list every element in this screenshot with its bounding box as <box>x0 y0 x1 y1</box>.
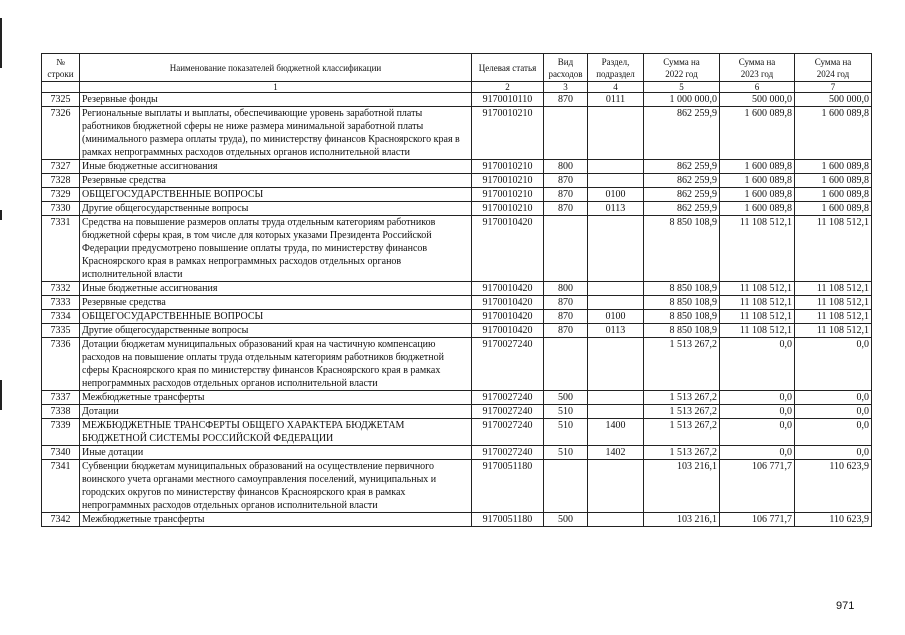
row-section <box>588 160 644 174</box>
row-number: 7340 <box>42 446 80 460</box>
row-section: 0111 <box>588 93 644 107</box>
row-target-article: 9170010210 <box>472 174 544 188</box>
row-number: 7341 <box>42 460 80 513</box>
row-sum-2022: 1 513 267,2 <box>644 338 720 391</box>
row-expense-kind: 870 <box>544 324 588 338</box>
row-section <box>588 513 644 527</box>
row-sum-2024: 11 108 512,1 <box>795 216 872 282</box>
header-target-article: Целевая статья <box>472 54 544 82</box>
header-name: Наименование показателей бюджетной классификации <box>80 54 472 82</box>
row-name: Региональные выплаты и выплаты, обеспечивающие уровень заработной платы работников бюджетной сферы не ниже размера минимальной заработной платы (минимального размера оплаты труда), по министерству финансов Красноярского края в рамках непрограммных расходов отдельных органов исполнительной власти <box>80 107 472 160</box>
row-sum-2024: 0,0 <box>795 405 872 419</box>
row-name: Резервные средства <box>80 296 472 310</box>
row-sum-2022: 8 850 108,9 <box>644 282 720 296</box>
row-sum-2023: 106 771,7 <box>720 513 795 527</box>
row-sum-2023: 1 600 089,8 <box>720 188 795 202</box>
table-row <box>42 310 872 324</box>
table-row <box>42 188 872 202</box>
row-number: 7335 <box>42 324 80 338</box>
table-row <box>42 202 872 216</box>
row-target-article: 9170027240 <box>472 419 544 446</box>
row-sum-2022: 8 850 108,9 <box>644 310 720 324</box>
row-expense-kind: 800 <box>544 282 588 296</box>
row-name: ОБЩЕГОСУДАРСТВЕННЫЕ ВОПРОСЫ <box>80 310 472 324</box>
row-sum-2022: 1 513 267,2 <box>644 391 720 405</box>
row-target-article: 9170027240 <box>472 391 544 405</box>
table-row <box>42 216 872 282</box>
row-sum-2022: 8 850 108,9 <box>644 324 720 338</box>
row-number: 7333 <box>42 296 80 310</box>
row-target-article: 9170027240 <box>472 338 544 391</box>
row-sum-2023: 0,0 <box>720 391 795 405</box>
row-sum-2023: 11 108 512,1 <box>720 282 795 296</box>
row-sum-2022: 862 259,9 <box>644 202 720 216</box>
row-name: ОБЩЕГОСУДАРСТВЕННЫЕ ВОПРОСЫ <box>80 188 472 202</box>
row-target-article: 9170010420 <box>472 324 544 338</box>
scan-edge-mark <box>0 380 2 410</box>
row-sum-2022: 103 216,1 <box>644 513 720 527</box>
row-sum-2022: 1 513 267,2 <box>644 405 720 419</box>
row-sum-2023: 1 600 089,8 <box>720 107 795 160</box>
row-target-article: 9170010210 <box>472 107 544 160</box>
row-sum-2023: 11 108 512,1 <box>720 296 795 310</box>
row-sum-2024: 11 108 512,1 <box>795 282 872 296</box>
row-sum-2024: 11 108 512,1 <box>795 296 872 310</box>
row-expense-kind: 500 <box>544 391 588 405</box>
row-target-article: 9170051180 <box>472 460 544 513</box>
row-sum-2022: 1 000 000,0 <box>644 93 720 107</box>
column-number: 1 <box>80 82 472 93</box>
table-body <box>42 93 872 527</box>
row-sum-2024: 0,0 <box>795 338 872 391</box>
row-name: Другие общегосударственные вопросы <box>80 324 472 338</box>
row-sum-2024: 1 600 089,8 <box>795 202 872 216</box>
row-sum-2024: 1 600 089,8 <box>795 174 872 188</box>
row-expense-kind: 870 <box>544 296 588 310</box>
column-number-row <box>42 82 872 93</box>
header-row-number: № строки <box>42 54 80 82</box>
row-sum-2024: 1 600 089,8 <box>795 107 872 160</box>
table-row <box>42 338 872 391</box>
scan-edge-mark <box>0 210 2 220</box>
row-target-article: 9170010420 <box>472 282 544 296</box>
row-sum-2022: 862 259,9 <box>644 174 720 188</box>
header-sum-2023: Сумма на 2023 год <box>720 54 795 82</box>
row-section <box>588 296 644 310</box>
row-expense-kind: 510 <box>544 446 588 460</box>
row-target-article: 9170010420 <box>472 216 544 282</box>
table-row <box>42 513 872 527</box>
row-sum-2022: 862 259,9 <box>644 160 720 174</box>
row-sum-2024: 1 600 089,8 <box>795 188 872 202</box>
header-sum-2022: Сумма на 2022 год <box>644 54 720 82</box>
row-number: 7329 <box>42 188 80 202</box>
header-expense-kind: Вид расходов <box>544 54 588 82</box>
row-sum-2022: 1 513 267,2 <box>644 446 720 460</box>
row-target-article: 9170051180 <box>472 513 544 527</box>
row-sum-2023: 0,0 <box>720 446 795 460</box>
row-section <box>588 338 644 391</box>
row-name: Средства на повышение размеров оплаты труда отдельным категориям работников бюджетной сферы края, в том числе для которых указами Президента Российской Федерации предусмотрено повышение оплаты труда, по министерству финансов Красноярского края в рамках непрограммных расходов отдельных органов исполнительной власти <box>80 216 472 282</box>
row-sum-2023: 1 600 089,8 <box>720 160 795 174</box>
row-expense-kind: 870 <box>544 93 588 107</box>
column-number: 7 <box>795 82 872 93</box>
column-number: 5 <box>644 82 720 93</box>
column-number: 4 <box>588 82 644 93</box>
row-sum-2023: 11 108 512,1 <box>720 216 795 282</box>
row-name: Иные дотации <box>80 446 472 460</box>
column-number: 2 <box>472 82 544 93</box>
row-target-article: 9170010110 <box>472 93 544 107</box>
table-row <box>42 419 872 446</box>
row-number: 7338 <box>42 405 80 419</box>
row-expense-kind: 510 <box>544 405 588 419</box>
row-number: 7326 <box>42 107 80 160</box>
table-row <box>42 160 872 174</box>
row-section <box>588 405 644 419</box>
row-target-article: 9170010420 <box>472 310 544 324</box>
row-number: 7339 <box>42 419 80 446</box>
row-name: Другие общегосударственные вопросы <box>80 202 472 216</box>
row-name: Резервные средства <box>80 174 472 188</box>
header-sum-2024: Сумма на 2024 год <box>795 54 872 82</box>
row-section: 0113 <box>588 324 644 338</box>
column-number: 6 <box>720 82 795 93</box>
row-name: Дотации <box>80 405 472 419</box>
row-number: 7336 <box>42 338 80 391</box>
row-number: 7337 <box>42 391 80 405</box>
row-sum-2022: 8 850 108,9 <box>644 296 720 310</box>
row-name: Дотации бюджетам муниципальных образований края на частичную компенсацию расходов на повышение оплаты труда отдельным категориям работников бюджетной сферы Красноярского края по министерству финансов Красноярского края в рамках непрограммных расходов отдельных органов исполнительной власти <box>80 338 472 391</box>
row-sum-2023: 106 771,7 <box>720 460 795 513</box>
row-sum-2024: 0,0 <box>795 446 872 460</box>
row-sum-2022: 862 259,9 <box>644 107 720 160</box>
row-number: 7325 <box>42 93 80 107</box>
row-section <box>588 174 644 188</box>
row-expense-kind <box>544 460 588 513</box>
row-name: Иные бюджетные ассигнования <box>80 282 472 296</box>
row-section <box>588 391 644 405</box>
row-sum-2023: 0,0 <box>720 419 795 446</box>
row-name: Межбюджетные трансферты <box>80 513 472 527</box>
row-sum-2024: 1 600 089,8 <box>795 160 872 174</box>
row-sum-2022: 103 216,1 <box>644 460 720 513</box>
budget-table <box>41 53 872 527</box>
row-target-article: 9170027240 <box>472 446 544 460</box>
table-row <box>42 93 872 107</box>
row-sum-2022: 8 850 108,9 <box>644 216 720 282</box>
row-section <box>588 216 644 282</box>
row-expense-kind: 500 <box>544 513 588 527</box>
row-target-article: 9170010210 <box>472 188 544 202</box>
row-sum-2024: 0,0 <box>795 419 872 446</box>
row-name: Субвенции бюджетам муниципальных образований на осуществление первичного воинского учета органами местного самоуправления поселений, муниципальных и городских округов по министерству финансов Красноярского края в рамках непрограммных расходов отдельных органов исполнительной власти <box>80 460 472 513</box>
scan-edge-mark <box>0 18 2 68</box>
column-number: 3 <box>544 82 588 93</box>
row-sum-2024: 11 108 512,1 <box>795 310 872 324</box>
table-row <box>42 446 872 460</box>
row-target-article: 9170010210 <box>472 202 544 216</box>
row-section: 1400 <box>588 419 644 446</box>
row-number: 7327 <box>42 160 80 174</box>
table-row <box>42 107 872 160</box>
row-target-article: 9170027240 <box>472 405 544 419</box>
row-name: МЕЖБЮДЖЕТНЫЕ ТРАНСФЕРТЫ ОБЩЕГО ХАРАКТЕРА БЮДЖЕТАМ БЮДЖЕТНОЙ СИСТЕМЫ РОССИЙСКОЙ ФЕДЕРАЦИИ <box>80 419 472 446</box>
row-sum-2024: 500 000,0 <box>795 93 872 107</box>
table-row <box>42 324 872 338</box>
row-section: 0100 <box>588 188 644 202</box>
table-row <box>42 391 872 405</box>
row-sum-2023: 1 600 089,8 <box>720 174 795 188</box>
row-section <box>588 282 644 296</box>
row-expense-kind: 510 <box>544 419 588 446</box>
row-expense-kind <box>544 216 588 282</box>
row-section: 0113 <box>588 202 644 216</box>
row-expense-kind: 870 <box>544 202 588 216</box>
row-target-article: 9170010210 <box>472 160 544 174</box>
row-number: 7332 <box>42 282 80 296</box>
row-sum-2022: 1 513 267,2 <box>644 419 720 446</box>
row-expense-kind: 870 <box>544 188 588 202</box>
row-expense-kind: 870 <box>544 174 588 188</box>
table-row <box>42 296 872 310</box>
row-expense-kind <box>544 338 588 391</box>
row-section: 1402 <box>588 446 644 460</box>
row-name: Иные бюджетные ассигнования <box>80 160 472 174</box>
row-number: 7330 <box>42 202 80 216</box>
row-sum-2023: 11 108 512,1 <box>720 310 795 324</box>
table-row <box>42 174 872 188</box>
row-sum-2024: 11 108 512,1 <box>795 324 872 338</box>
table-row <box>42 405 872 419</box>
header-row <box>42 54 872 82</box>
row-number: 7331 <box>42 216 80 282</box>
row-sum-2023: 0,0 <box>720 405 795 419</box>
row-expense-kind <box>544 107 588 160</box>
header-section: Раздел, подраздел <box>588 54 644 82</box>
row-number: 7334 <box>42 310 80 324</box>
column-number <box>42 82 80 93</box>
row-expense-kind: 870 <box>544 310 588 324</box>
row-number: 7342 <box>42 513 80 527</box>
page-number: 971 <box>836 600 855 612</box>
row-expense-kind: 800 <box>544 160 588 174</box>
row-number: 7328 <box>42 174 80 188</box>
table-row <box>42 460 872 513</box>
row-section: 0100 <box>588 310 644 324</box>
row-sum-2023: 0,0 <box>720 338 795 391</box>
row-target-article: 9170010420 <box>472 296 544 310</box>
row-name: Межбюджетные трансферты <box>80 391 472 405</box>
row-sum-2022: 862 259,9 <box>644 188 720 202</box>
row-section <box>588 107 644 160</box>
row-section <box>588 460 644 513</box>
row-sum-2024: 0,0 <box>795 391 872 405</box>
table-row <box>42 282 872 296</box>
row-sum-2023: 1 600 089,8 <box>720 202 795 216</box>
row-sum-2023: 11 108 512,1 <box>720 324 795 338</box>
row-sum-2023: 500 000,0 <box>720 93 795 107</box>
row-name: Резервные фонды <box>80 93 472 107</box>
row-sum-2024: 110 623,9 <box>795 513 872 527</box>
row-sum-2024: 110 623,9 <box>795 460 872 513</box>
